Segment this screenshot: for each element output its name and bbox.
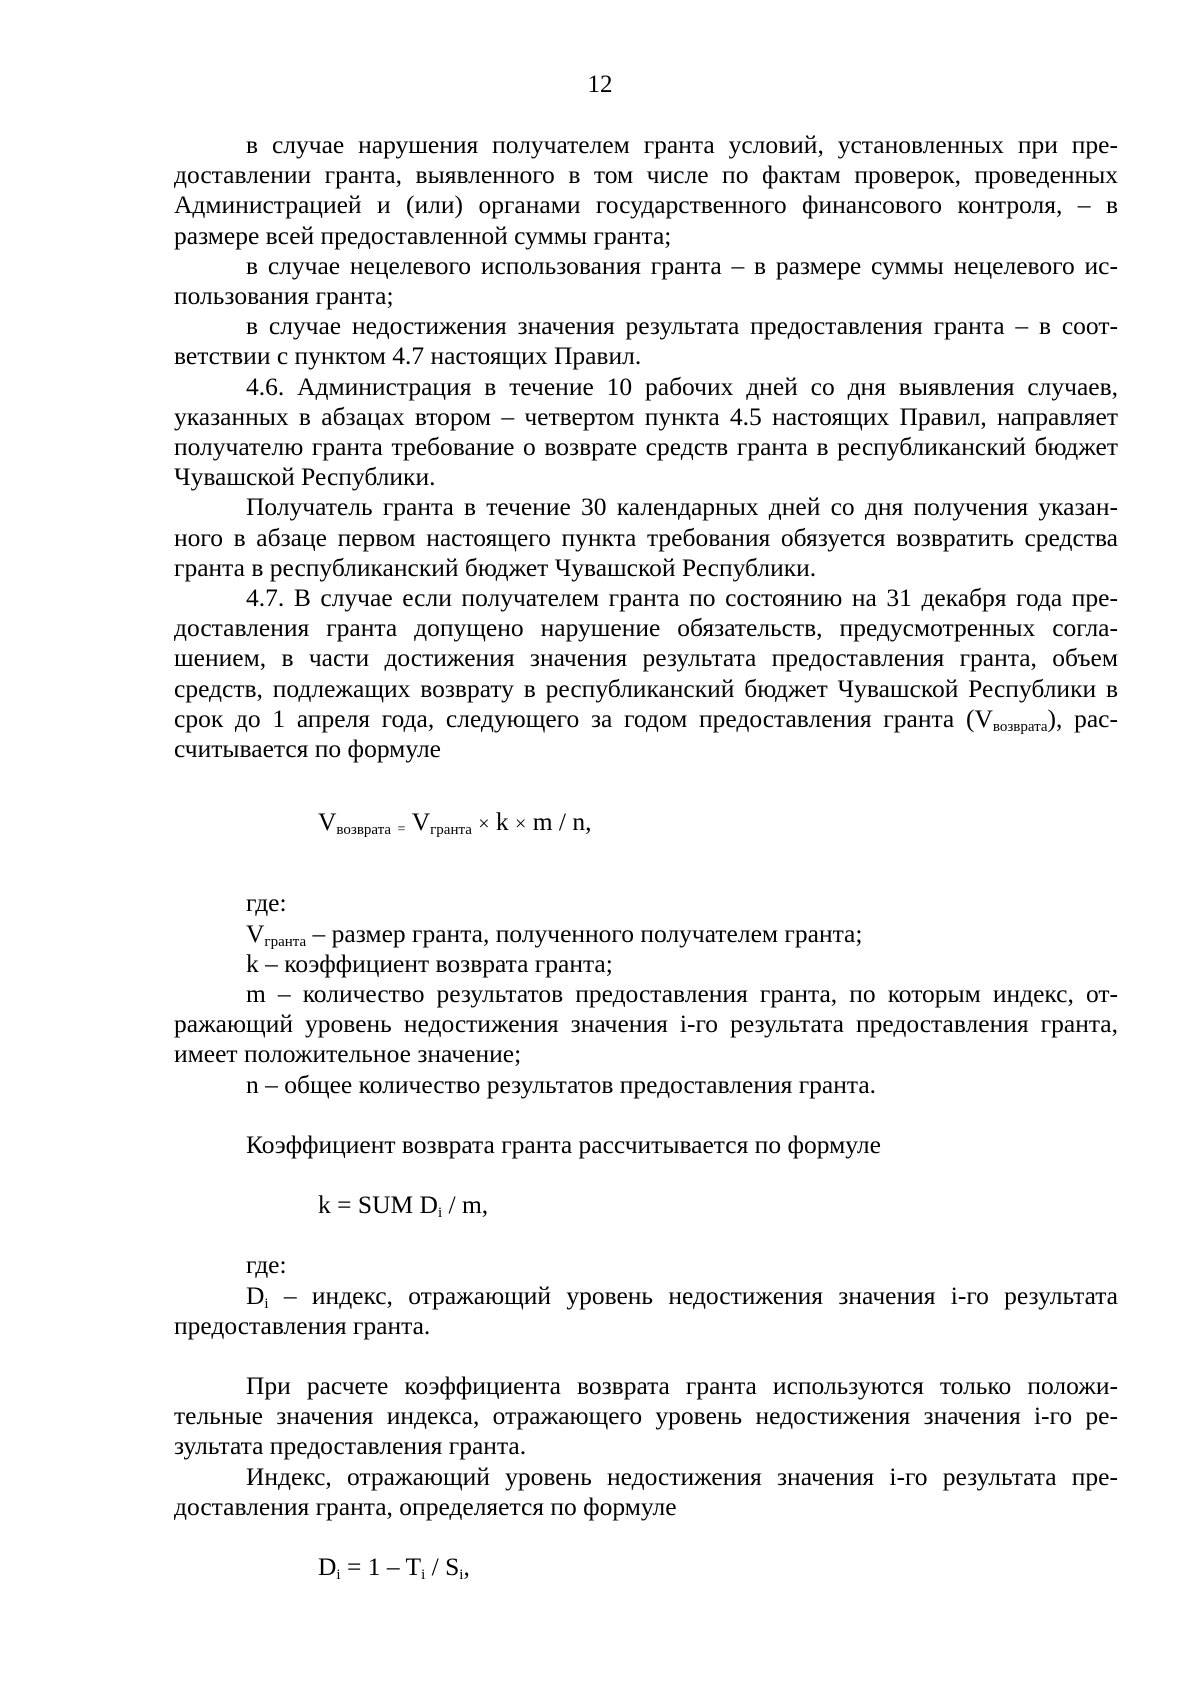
formula-index <box>174 1552 1118 1582</box>
formula-v-grant: V <box>411 807 431 837</box>
formula-s-sub: i <box>459 1566 464 1583</box>
formula-t-sub: i <box>421 1566 426 1583</box>
paragraph-misuse-case: в случае нецелевого использования гранта – в размере суммы нецелевого использования гранта; <box>174 250 1118 311</box>
paragraph-nonachievement-case: в случае недостижения значения результата предоставления гранта – в соответствии с пунктом 4.7 настоящих Правил. <box>174 311 1118 371</box>
formula-equals: = <box>397 822 406 838</box>
spacer <box>174 1522 1118 1552</box>
spacer <box>174 845 1118 888</box>
formula-rest: m / n, <box>532 807 592 837</box>
paragraph-4-6: 4.6. Администрация в течение 10 рабочих дней со дня выявления случаев, указанных в абзацах втором – четвертом пункта 4.5 настоящих Правил, направляет получателю гранта требование о возврате средств гранта в республиканский бюджет Чувашской Республики. <box>174 371 1118 492</box>
formula-k-sub: i <box>437 1205 443 1222</box>
spacer <box>174 1100 1118 1130</box>
definition-d-symbol: D <box>246 1280 265 1310</box>
definition-d-subscript: i <box>264 1295 269 1312</box>
spacer <box>174 1160 1118 1190</box>
definition-d-index <box>174 1281 1118 1341</box>
formula-d-sub: i <box>336 1566 341 1583</box>
formula-d: D <box>318 1551 337 1581</box>
paragraph-4-7-end: ), рассчитывается по формуле <box>174 703 1118 764</box>
spacer <box>174 764 1118 807</box>
page-number: 12 <box>587 71 613 98</box>
definition-v-text: – размер гранта, полученного получателем гранта; <box>312 918 863 948</box>
formula-sub-return: возврата <box>336 822 392 839</box>
formula-sub-grant: гранта <box>430 822 472 839</box>
definition-m: m – количество результатов предоставления гранта, по которым индекс, отражающий уровень недостижения значения i-го результата предоставления гранта, имеет положительное значение; <box>174 979 1118 1069</box>
definition-v-symbol: V <box>246 918 265 948</box>
definition-v-subscript: гранта <box>264 933 307 950</box>
formula-return-volume <box>174 807 1118 845</box>
formula-times-2: × <box>515 813 527 836</box>
formula-d-mid: = 1 – T <box>346 1551 422 1581</box>
formula-k: k <box>495 807 509 837</box>
formula-coefficient <box>174 1190 1118 1220</box>
where-label-1: где: <box>246 888 287 918</box>
where-label-2: где: <box>246 1250 287 1280</box>
definition-n: n – общее количество результатов предоставления гранта. <box>246 1069 877 1099</box>
formula-k-rhs: / m, <box>448 1190 489 1220</box>
paragraph-4-7-text: 4.7. В случае если получателем гранта по состоянию на 31 декабря года предоставления гранта допущено нарушение обязательств, предусмотренных соглашением, в части достижения значения результата предоставления гранта, объем средств, подлежащих возврату в республиканский бюджет Чувашской Республики в срок до 1 апреля года, следующего за годом предоставления гранта (V <box>174 583 1118 733</box>
paragraph-4-7 <box>174 583 1118 764</box>
formula-v: V <box>318 807 337 837</box>
paragraph-4-7-subscript: возврата <box>992 718 1048 735</box>
document-body <box>174 130 1118 1582</box>
formula-end: , <box>463 1551 470 1581</box>
definition-d-text: – индекс, отражающий уровень недостижения значения i-го результата предоставления гранта. <box>174 1280 1118 1340</box>
paragraph-violation-case: в случае нарушения получателем гранта условий, установленных при предоставлении гранта, выявленного в том числе по фактам проверок, проведенных Администрацией и (или) органами государственного финансового контроля, – в размере всей предоставленной суммы гранта; <box>174 130 1118 250</box>
formula-times-1: × <box>478 813 490 836</box>
paragraph-positive-values: При расчете коэффициента возврата гранта используются только положительные значения индекса, отражающего уровень недостижения значения i-го результата предоставления гранта. <box>174 1370 1118 1461</box>
spacer <box>174 1341 1118 1371</box>
coefficient-intro: Коэффициент возврата гранта рассчитывается по формуле <box>246 1129 881 1159</box>
formula-s: / S <box>431 1551 460 1581</box>
paragraph-return-term: Получатель гранта в течение 30 календарных дней со дня получения указанного в абзаце первом настоящего пункта требования обязуется возвратить средства гранта в республиканский бюджет Чувашской Республики. <box>174 492 1118 582</box>
paragraph-index-intro: Индекс, отражающий уровень недостижения значения i-го результата предоставления гранта, определяется по формуле <box>174 1461 1118 1521</box>
formula-k-lhs: k = SUM D <box>318 1190 438 1220</box>
definition-v-grant <box>174 919 1118 949</box>
definition-k: k – коэффициент возврата гранта; <box>246 948 613 978</box>
spacer <box>174 1220 1118 1250</box>
